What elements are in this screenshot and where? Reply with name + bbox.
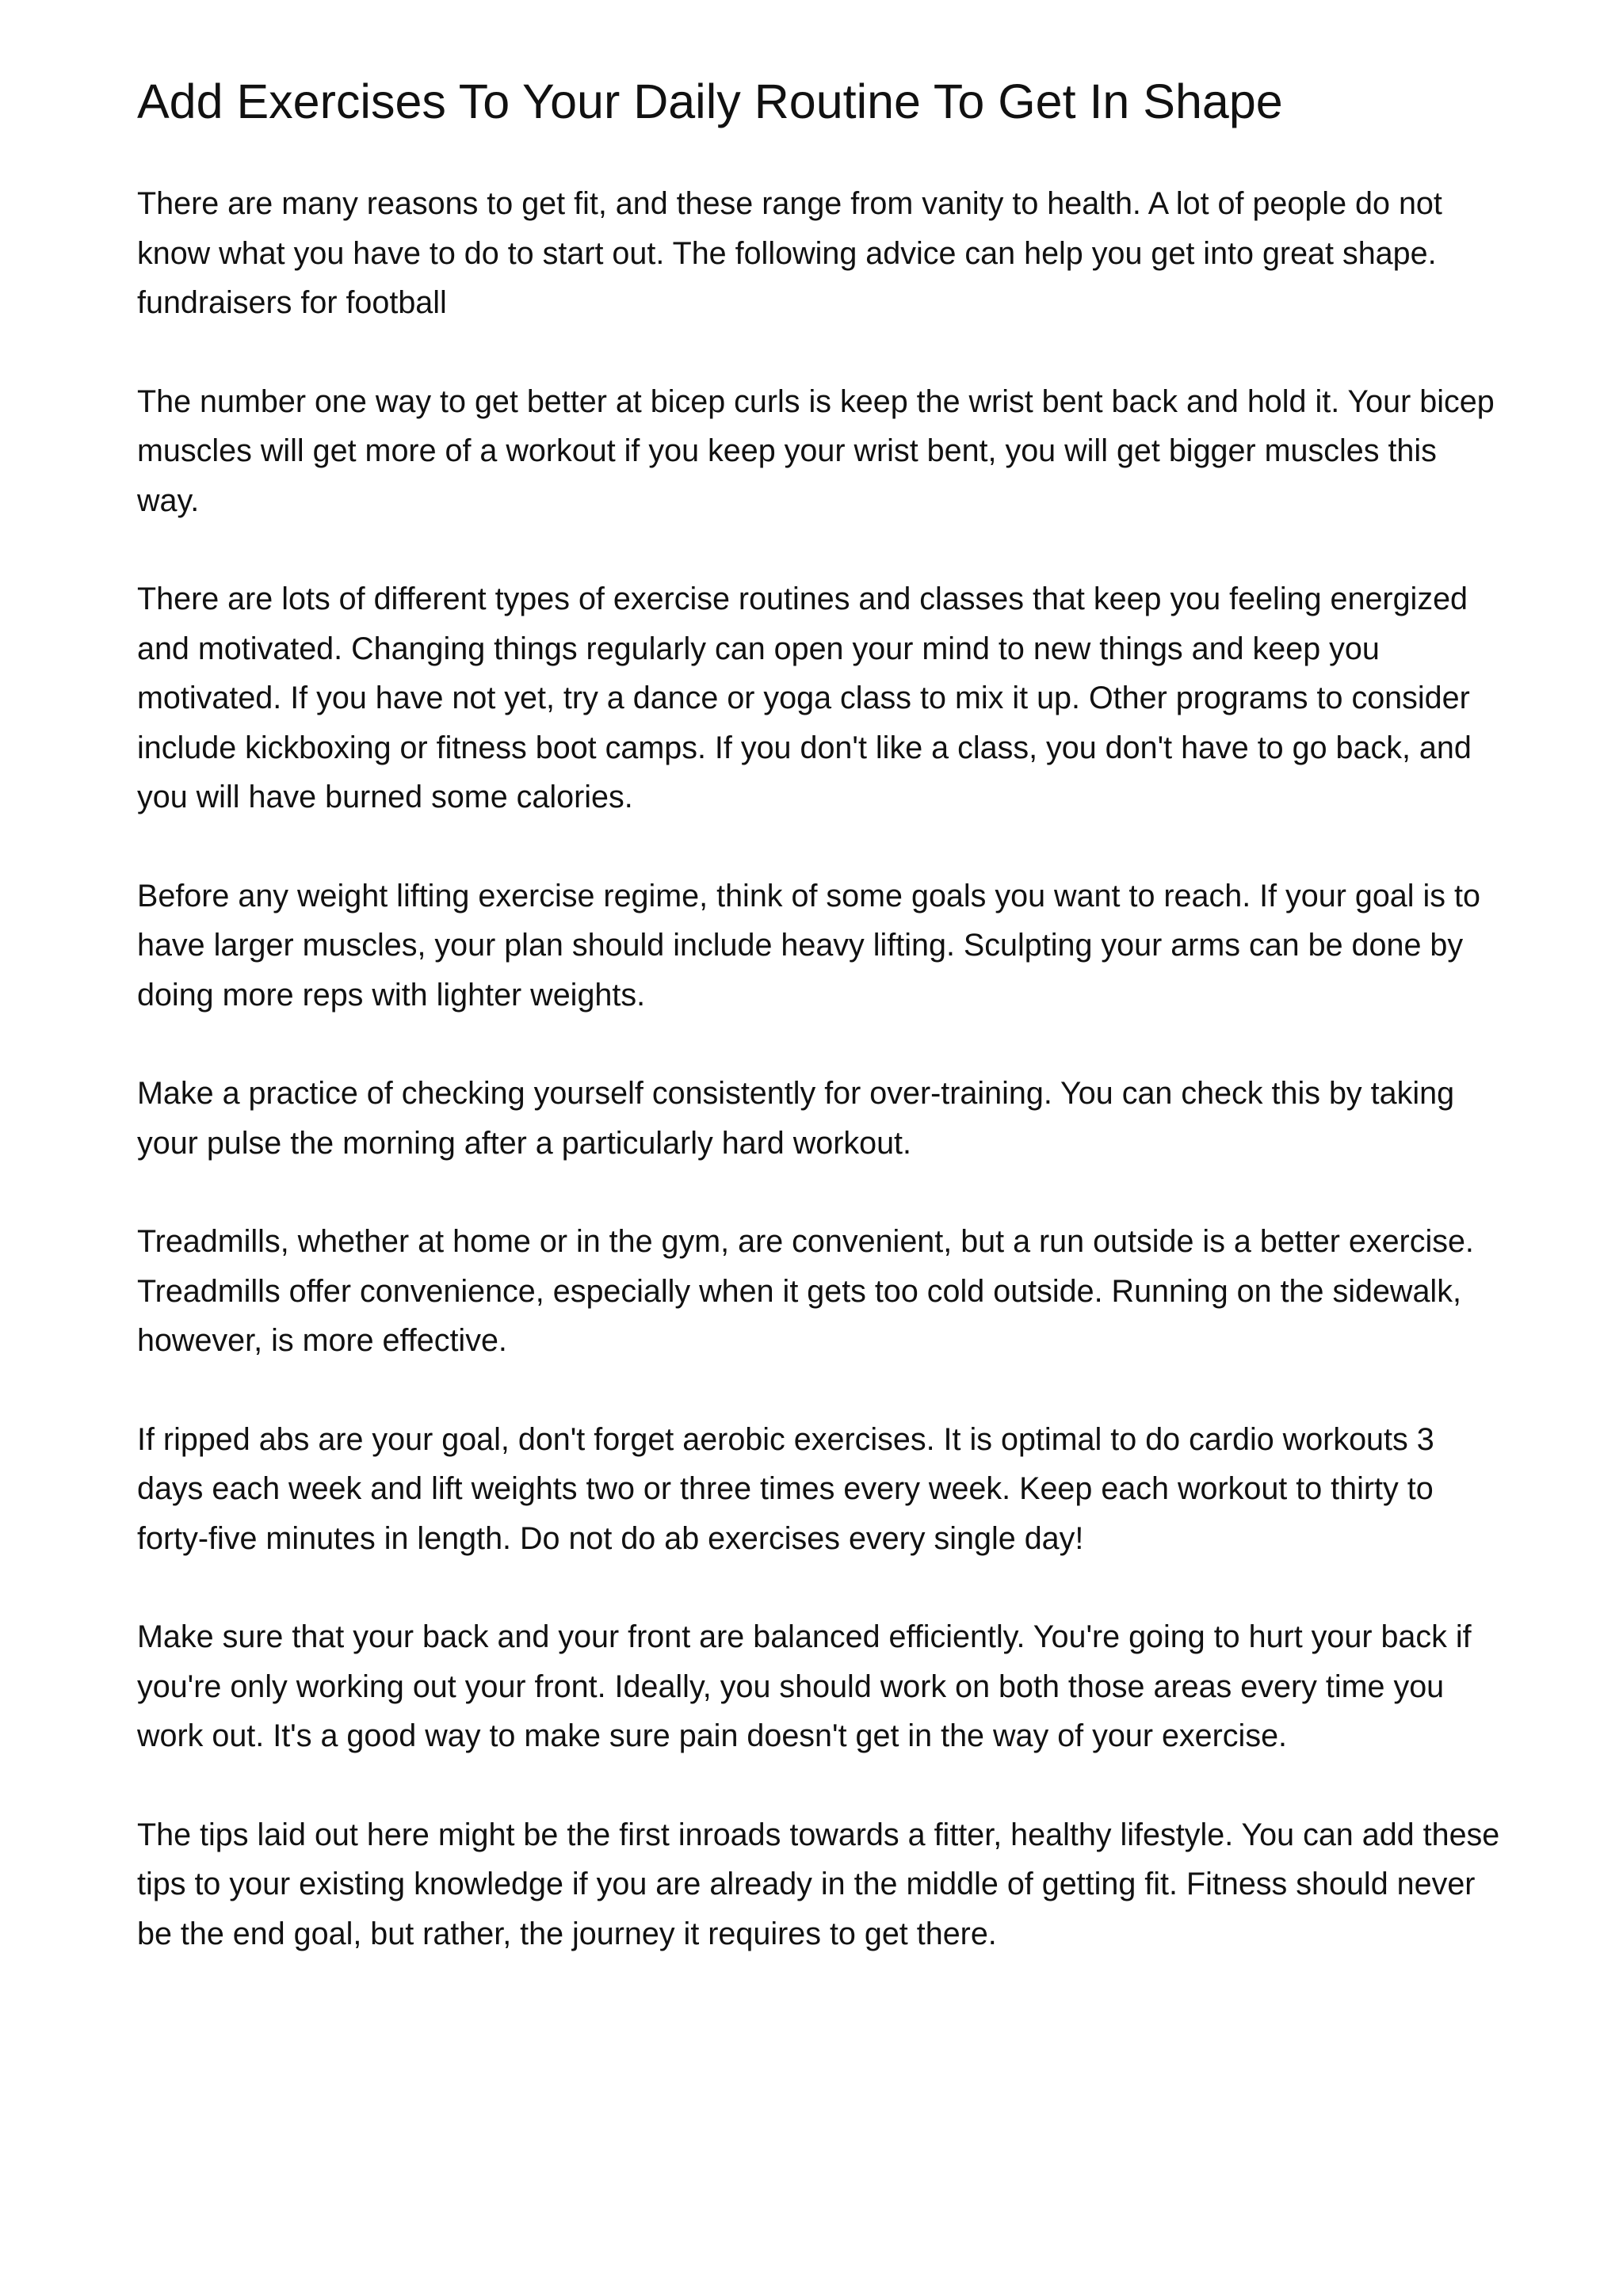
paragraph-intro: There are many reasons to get fit, and these range from vanity to health. A lot of people do not know what you have to do to start out. The following advice can help you get into great shape. fundraisers for football (137, 186, 1442, 320)
paragraph-over-training: Make a practice of checking yourself consistently for over-training. You can check this by taking your pulse the morning after a particularly hard workout. (137, 1076, 1455, 1161)
paragraph-exercise-routines: There are lots of different types of exercise routines and classes that keep you feeling energized and motivated. Changing things regularly can open your mind to new things and keep you motivated. If you have not yet, try a dance or yoga class to mix it up. Other programs to consider include kickboxing or fitness boot camps. If you don't like a class, you don't have to go back, and you will have burned some calories. (137, 582, 1472, 814)
paragraph-conclusion: The tips laid out here might be the first inroads towards a fitter, healthy lifestyle. You can add these tips to your existing knowledge if you are already in the middle of getting fit. Fitness should never be the end goal, but rather, the journey it requires to get there. (137, 1817, 1500, 1951)
paragraph-bicep-curls: The number one way to get better at bicep curls is keep the wrist bent back and hold it. Your bicep muscles will get more of a workout if you keep your wrist bent, you will get bigger muscles this way. (137, 383, 1495, 518)
paragraph-treadmills: Treadmills, whether at home or in the gym, are convenient, but a run outside is a better exercise. Treadmills offer convenience, especially when it gets too cold outside. Running on the sidewalk, however, is more effective. (137, 1224, 1474, 1358)
paragraph-ripped-abs: If ripped abs are your goal, don't forget aerobic exercises. It is optimal to do cardio workouts 3 days each week and lift weights two or three times every week. Keep each workout to thirty to forty-five minutes in length. Do not do ab exercises every single day! (137, 1421, 1434, 1556)
document-title: Add Exercises To Your Daily Routine To Get In Shape (137, 74, 1283, 128)
paragraph-back-and-front: Make sure that your back and your front are balanced efficiently. You're going to hurt your back if you're only working out your front. Ideally, you should work on both those areas every time you work out. It's a good way to make sure pain doesn't get in the way of your exercise. (137, 1619, 1472, 1753)
paragraph-weight-lifting-goals: Before any weight lifting exercise regime, think of some goals you want to reach. If your goal is to have larger muscles, your plan should include heavy lifting. Sculpting your arms can be done by doing more reps with lighter weights. (137, 878, 1480, 1013)
